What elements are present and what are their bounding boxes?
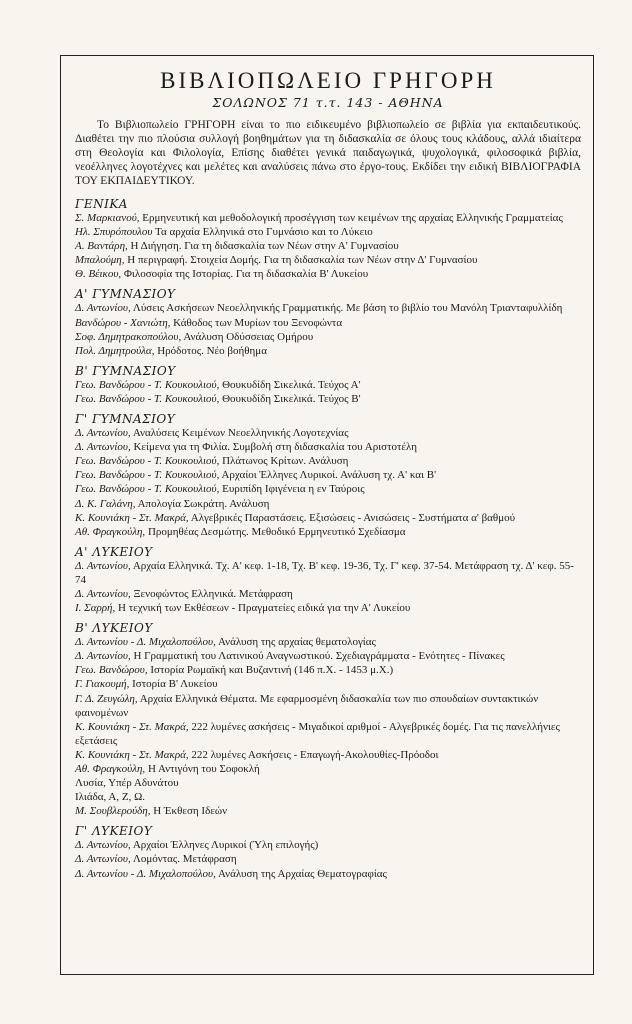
book-title: Φιλοσοφία της Ιστορίας. Για τη διδασκαλία Β' Λυκείου [121,268,369,281]
section-heading: Α' ΛΥΚΕΙΟΥ [75,544,153,559]
book-title: Η Έκθεση Ιδεών [150,805,228,818]
book-entry [75,482,581,496]
book-author: Πολ. Δημητρούλα, [75,344,155,357]
book-entry [75,663,581,677]
book-title: Αρχαία Ελληνικά Θέματα. Με εφαρμοσμένη διδασκαλία των πιο σπουδαίων συντακτικών φαινομένων [75,692,539,719]
book-title: Η τεχνική των Εκθέσεων - Πραγματείες ειδικά για την Α' Λυκείου [115,602,411,615]
book-title: Ερμηνευτική και μεθοδολογική προσέγγιση των κειμένων της αρχαίας Ελληνικής Γραμματείας [139,212,563,224]
book-title: Αρχαία Ελληνικά. Τχ. Α' κεφ. 1-18, Τχ. Β' κεφ. 19-36, Τχ. Γ' κεφ. 37-54. Μετάφραση τχ. Δ' κεφ. 55-74 [75,559,574,586]
store-title: ΒΙΒΛΙΟΠΩΛΕΙΟ ΓΡΗΓΟΡΗ [160,68,496,93]
book-entry [75,525,581,539]
intro-paragraph: Το Βιβλιοπωλείο ΓΡΗΓΟΡΗ είναι το πιο ειδικευμένο βιβλιοπωλείο σε βιβλία για εκπαιδευτικούς. Διαθέτει την πιο πλούσια συλλογή βοηθημάτων για τη διδασκαλία σε όλους τους κλάδους, αλλά ιδιαίτερα στη Θεολογία και Φιλολογία, Επίσης διαθέτει γενικά παιδαγωγικά, ψυχολογικά, φιλοσοφικά βιβλία, νεοέλληνες λογοτέχνες και μελέτες και αναλύσεις πάνω στο έργο-τους. Εκδίδει την ειδική ΒΙΒΛΙΟΓΡΑΦΙΑ ΤΟΥ ΕΚΠΑΙΔΕΥΤΙΚΟΥ. [75,119,581,187]
book-author: Κ. Κουνιάκη - Στ. Μακρά, [75,720,189,733]
book-entry [75,330,581,344]
section-heading: Γ' ΓΥΜΝΑΣΙΟΥ [75,412,176,427]
book-author: Μ. Σουβλερούδη, [75,805,151,818]
book-entry [75,344,581,358]
catalog-section [75,545,581,615]
book-entry [75,316,581,330]
book-entry [75,253,581,267]
book-author: Ι. Σαρρή, [75,602,116,615]
book-author: Ηλ. Σπυρόπουλου [75,226,153,239]
book-author: Μπαλούμη, [75,254,125,267]
book-author: Γ. Γιακουμή, [75,678,130,691]
book-title: Προμηθέας Δεσμώτης. Μεθοδικό Ερμηνευτικό Σχεδίασμα [145,525,406,538]
book-author: Δ. Αντωνίου, [75,441,131,454]
store-address: ΣΟΛΩΝΟΣ 71 τ.τ. 143 - ΑΘΗΝΑ [212,95,444,110]
section-heading: Γ' ΛΥΚΕΙΟΥ [75,824,153,839]
book-author: Βανδώρου - Χανιώτη, [75,316,171,329]
book-author: Γεω. Βανδώρου - Τ. Κουκουλιού, [75,378,220,391]
section-heading: ΓΕΝΙΚΑ [75,197,128,211]
catalog-section [75,197,581,281]
catalog-section [75,287,581,357]
book-title: Λομόντας. Μετάφραση [130,853,237,866]
book-title: Θουκυδίδη Σικελικά. Τεύχος Β' [219,392,361,405]
book-entry [75,559,581,587]
book-author: Γεω. Βανδώρου - Τ. Κουκουλιού, [75,455,220,468]
book-entry [75,601,581,615]
book-author: Δ. Αντωνίου, [75,650,131,663]
catalog-sections [75,197,581,881]
book-title: Η Αντιγόνη του Σοφοκλή [145,763,260,775]
book-author: Γεω. Βανδώρου - Τ. Κουκουλιού, [75,483,220,496]
book-entry [75,790,581,804]
book-entry [75,378,581,392]
book-title: Αρχαίοι Έλληνες Λυρικοί. Ανάλυση τχ. Α' και Β' [219,469,437,482]
book-author: Κ. Κουνιάκη - Στ. Μακρά, [75,511,189,524]
book-entry [75,440,581,454]
book-title: Ηρόδοτος. Νέο βοήθημα [154,344,267,357]
book-entry [75,748,581,762]
book-author: Αθ. Φραγκούλη, [75,525,146,538]
book-entry [75,301,581,315]
book-title: Ιστορία Ρωμαϊκή και Βυζαντινή (146 π.Χ. - 1453 μ.Χ.) [147,664,394,677]
book-title: Ανάλυση της Αρχαίας Θεματογραφίας [215,867,387,880]
book-author: Θ. Βέικου, [75,268,122,281]
book-author: Δ. Αντωνίου, [75,587,131,600]
book-author: Δ. Αντωνίου - Δ. Μιχαλοπούλου, [75,636,216,649]
book-author: Αθ. Φραγκούλη, [75,763,146,775]
book-entry [75,587,581,601]
book-entry [75,468,581,482]
book-entry [75,426,581,440]
book-entry [75,635,581,649]
book-entry [75,762,581,776]
book-author: Γεω. Βανδώρου - Τ. Κουκουλιού, [75,392,220,405]
book-entry [75,649,581,663]
book-author: Σοφ. Δημητρακοπούλου, [75,330,182,343]
book-author: Σ. Μαρκιανού, [75,212,140,224]
catalog-page [60,55,594,975]
book-title: Η Διήγηση. Για τη διδασκαλία των Νέων στην Α' Γυμνασίου [127,240,399,253]
book-author: Γεω. Βανδώρου - Τ. Κουκουλιού, [75,469,220,482]
book-entry [75,211,581,225]
catalog-section [75,364,581,406]
book-author: Δ. Αντωνίου, [75,559,131,572]
section-heading: Α' ΓΥΜΝΑΣΙΟΥ [75,287,176,302]
book-entry [75,776,581,790]
book-entry [75,804,581,818]
book-author: Γεω. Βανδώρου, [75,664,148,677]
book-entry [75,692,581,720]
book-entry [75,497,581,511]
book-entry [75,239,581,253]
book-author: Δ. Αντωνίου, [75,302,131,315]
book-title: Η Γραμματική του Λατινικού Αναγνωστικού. Σχεδιαγράμματα - Ενότητες - Πίνακες [130,650,505,663]
book-title: Ξενοφώντος Ελληνικά. Μετάφραση [130,587,293,600]
book-title: Ανάλυση της αρχαίας θεματολογίας [215,636,376,649]
book-title: Ιλιάδα, Α, Ζ, Ω. [75,791,146,804]
book-title: Ιστορία Β' Λυκείου [129,678,218,691]
catalog-section [75,412,581,539]
book-title: 222 λυμένες Ασκήσεις - Επαγωγή-Ακολουθίες-Πρόοδοι [188,748,439,761]
book-title: Λυσία, Υπέρ Αδυνάτου [75,777,179,790]
book-entry [75,267,581,281]
book-author: Γ. Δ. Ζευγώλη, [75,692,138,705]
book-entry [75,454,581,468]
book-title: Πλάτωνος Κρίτων. Ανάλυση [219,455,349,468]
book-author: Δ. Αντωνίου, [75,427,131,440]
book-title: Κάθοδος των Μυρίων του Ξενοφώντα [170,316,343,329]
book-author: Δ. Αντωνίου - Δ. Μιχαλοπούλου, [75,867,216,880]
book-title: Απολογία Σωκράτη. Ανάλυση [135,497,270,510]
book-author: Δ. Αντωνίου, [75,839,131,852]
book-entry [75,392,581,406]
book-title: Ευριπίδη Ιφιγένεια η εν Ταύροις [219,483,365,496]
book-entry [75,867,581,881]
book-title: Η περιγραφή. Στοιχεία Δομής. Για τη διδασκαλία των Νέων στην Δ' Γυμνασίου [124,254,478,267]
book-title: Θουκυδίδη Σικελικά. Τεύχος Α' [219,378,361,391]
catalog-section [75,621,581,818]
book-entry [75,225,581,239]
book-title: Αναλύσεις Κειμένων Νεοελληνικής Λογοτεχνίας [130,427,349,440]
book-entry [75,838,581,852]
section-heading: Β' ΓΥΜΝΑΣΙΟΥ [75,363,176,378]
book-author: Δ. Αντωνίου, [75,853,131,866]
book-entry [75,720,581,748]
book-entry [75,511,581,525]
book-author: Α. Βαντάρη, [75,240,128,253]
book-title: Ανάλυση Οδύσσειας Ομήρου [181,330,314,343]
book-title: Κείμενα για τη Φιλία. Συμβολή στη διδασκαλία του Αριστοτέλη [130,441,418,454]
book-title: 222 λυμένες ασκήσεις - Μιγαδικοί αριθμοί - Αλγεβρικές δομές. Για τις πανελλήνιες εξετάσεις [75,720,560,747]
book-author: Δ. Κ. Γαλάνη, [75,497,136,510]
book-title: Αλγεβρικές Παραστάσεις. Εξισώσεις - Ανισώσεις - Συστήματα α' βαθμού [188,511,516,524]
book-title: Αρχαίοι Έλληνες Λυρικοί (Ύλη επιλογής) [130,839,319,852]
book-title: Τα αρχαία Ελληνικά στο Γυμνάσιο και το Λύκειο [152,226,373,239]
book-author: Κ. Κουνιάκη - Στ. Μακρά, [75,748,189,761]
book-title: Λύσεις Ασκήσεων Νεοελληνικής Γραμματικής. Με βάση το βιβλίο του Μανόλη Τριανταφυλλίδη [130,302,563,315]
book-entry [75,852,581,866]
book-entry [75,677,581,691]
section-heading: Β' ΛΥΚΕΙΟΥ [75,621,153,636]
catalog-section [75,824,581,880]
